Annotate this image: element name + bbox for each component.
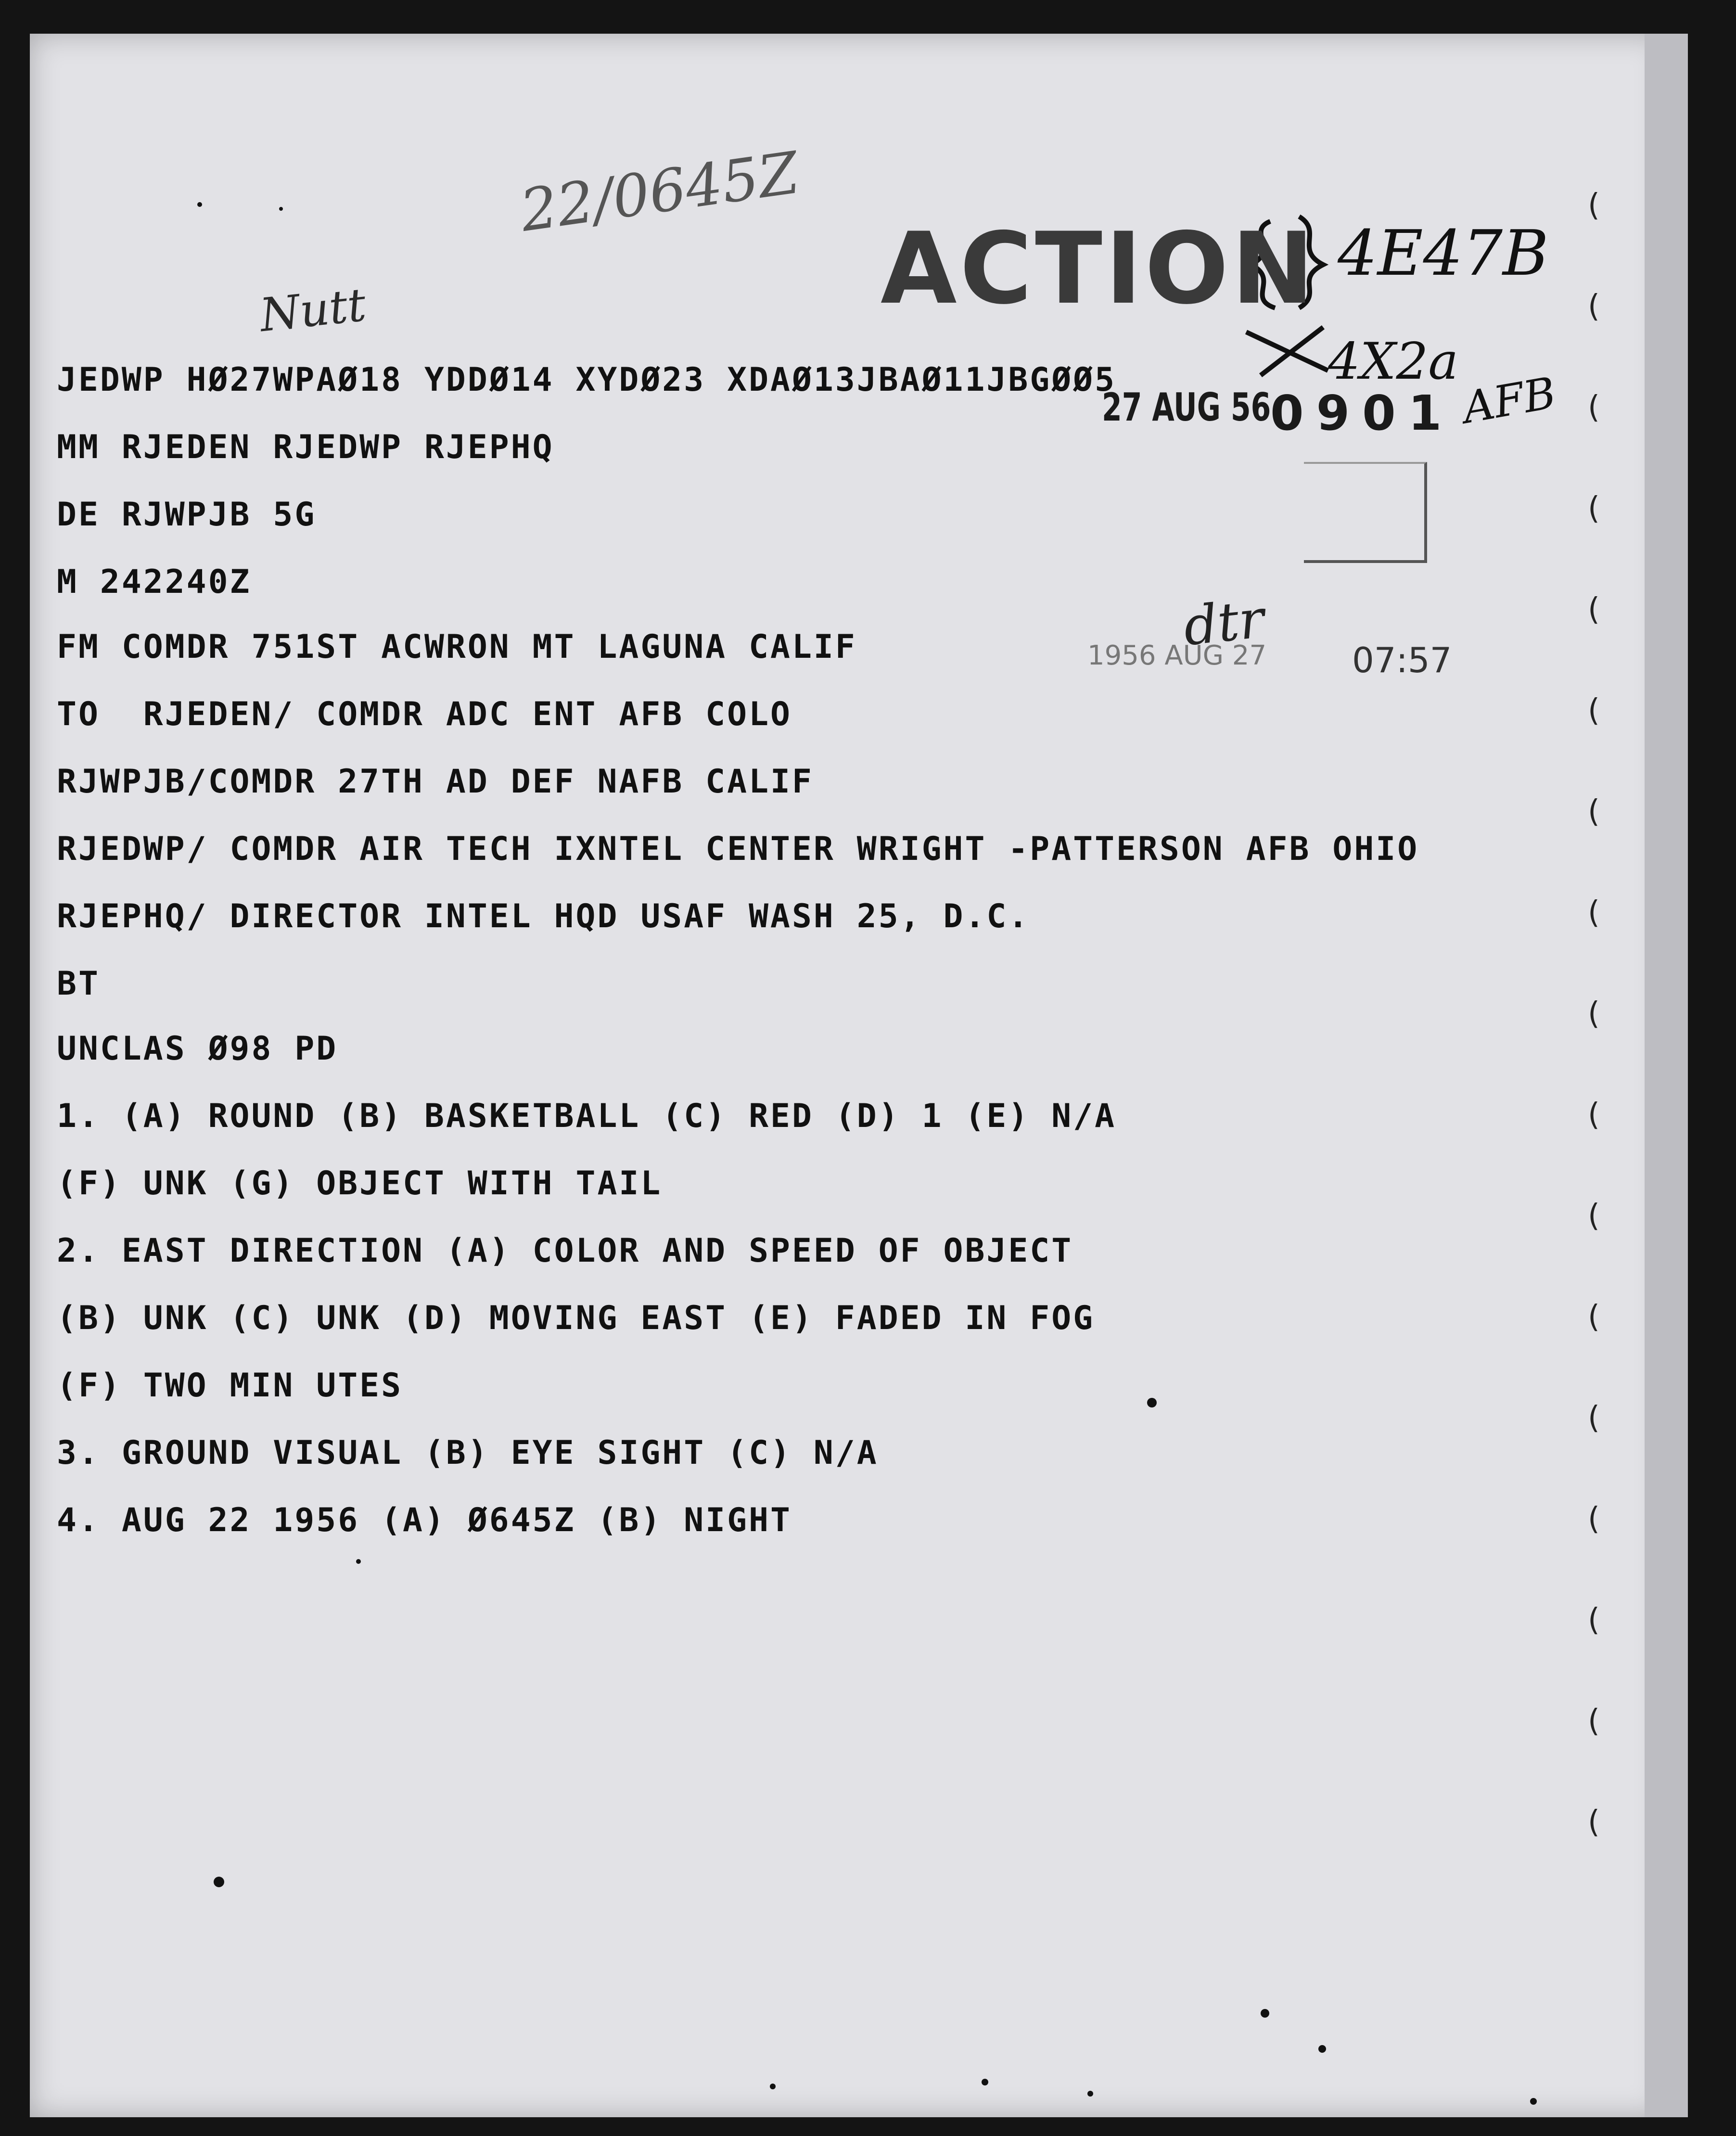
binder-hole-mark: ( <box>1588 1400 1600 1436</box>
message-line: (F) UNK (G) OBJECT WITH TAIL <box>57 1164 663 1202</box>
binder-hole-mark: ( <box>1588 996 1600 1032</box>
stray-speck <box>770 2084 776 2089</box>
faint-stamp-box <box>1304 462 1427 563</box>
received-date-stamp: 27 AUG 56 <box>1102 385 1271 430</box>
message-line: RJWPJB/COMDR 27TH AD DEF NAFB CALIF <box>57 763 814 801</box>
message-line: 3. GROUND VISUAL (B) EYE SIGHT (C) N/A <box>57 1434 879 1472</box>
binder-hole-mark: ( <box>1588 1097 1600 1133</box>
received-time-stamp: 0901 <box>1270 385 1455 441</box>
page-edge-strip <box>1645 34 1688 2117</box>
handwritten-top-number: 22/0645Z <box>516 140 803 245</box>
message-line: DE RJWPJB 5G <box>57 496 317 534</box>
faint-date-stamp: 1956 AUG 27 <box>1087 640 1267 671</box>
binder-hole-mark: ( <box>1588 592 1600 627</box>
binder-hole-mark: ( <box>1588 1703 1600 1739</box>
action-stamp: ACTION <box>881 212 1317 326</box>
stray-speck <box>1318 2045 1326 2053</box>
binder-hole-mark: ( <box>1588 1804 1600 1840</box>
binder-hole-mark: ( <box>1588 188 1600 223</box>
message-line: TO RJEDEN/ COMDR ADC ENT AFB COLO <box>57 695 792 733</box>
message-line: (F) TWO MIN UTES <box>57 1367 403 1405</box>
stray-speck <box>1530 2098 1537 2105</box>
message-line: BT <box>57 965 100 1003</box>
binder-hole-mark: ( <box>1588 289 1600 324</box>
binder-hole-mark: ( <box>1588 794 1600 830</box>
binder-hole-mark: ( <box>1588 491 1600 526</box>
binder-hole-mark: ( <box>1588 390 1600 425</box>
message-line: UNCLAS Ø98 PD <box>57 1030 338 1068</box>
stray-speck <box>1147 1398 1157 1407</box>
stray-speck <box>356 1559 361 1564</box>
stray-speck <box>1087 2091 1093 2097</box>
stray-speck <box>197 202 202 207</box>
stray-speck <box>982 2079 988 2085</box>
handwritten-code-a: 4E47B <box>1338 217 1549 290</box>
stray-speck <box>279 207 283 211</box>
message-line: RJEDWP/ COMDR AIR TECH IXNTEL CENTER WRIGHT -PATTERSON AFB OHIO <box>57 830 1419 868</box>
message-line: 1. (A) ROUND (B) BASKETBALL (C) RED (D) 1 (E) N/A <box>57 1097 1117 1135</box>
stray-speck <box>1261 2009 1269 2018</box>
handwritten-initials: Nutt <box>257 278 369 343</box>
binder-hole-mark: ( <box>1588 895 1600 931</box>
binder-hole-mark: ( <box>1588 1198 1600 1234</box>
message-line: JEDWP HØ27WPAØ18 YDDØ14 XYDØ23 XDAØ13JBAØ11JBGØØ5 <box>57 361 1117 399</box>
stray-speck <box>214 1877 224 1887</box>
binder-hole-mark: ( <box>1588 1602 1600 1638</box>
message-line: MM RJEDEN RJEDWP RJEPHQ <box>57 428 554 466</box>
message-line: FM COMDR 751ST ACWRON MT LAGUNA CALIF <box>57 628 857 666</box>
message-line: 4. AUG 22 1956 (A) Ø645Z (B) NIGHT <box>57 1501 792 1539</box>
message-line: (B) UNK (C) UNK (D) MOVING EAST (E) FADED IN FOG <box>57 1299 1095 1337</box>
message-line: 2. EAST DIRECTION (A) COLOR AND SPEED OF OBJECT <box>57 1232 1073 1270</box>
binder-hole-mark: ( <box>1588 1501 1600 1537</box>
handwritten-scrawl: dtr <box>1180 588 1267 658</box>
second-time-stamp: 07:57 <box>1352 640 1452 680</box>
handwritten-code-c: AFB <box>1459 367 1560 434</box>
message-line: RJEPHQ/ DIRECTOR INTEL HQD USAF WASH 25, D.C. <box>57 897 1030 935</box>
handwritten-code-b: 4X2a <box>1328 332 1458 391</box>
binder-hole-mark: ( <box>1588 693 1600 729</box>
message-line: M 242240Z <box>57 563 252 601</box>
binder-hole-mark: ( <box>1588 1299 1600 1335</box>
